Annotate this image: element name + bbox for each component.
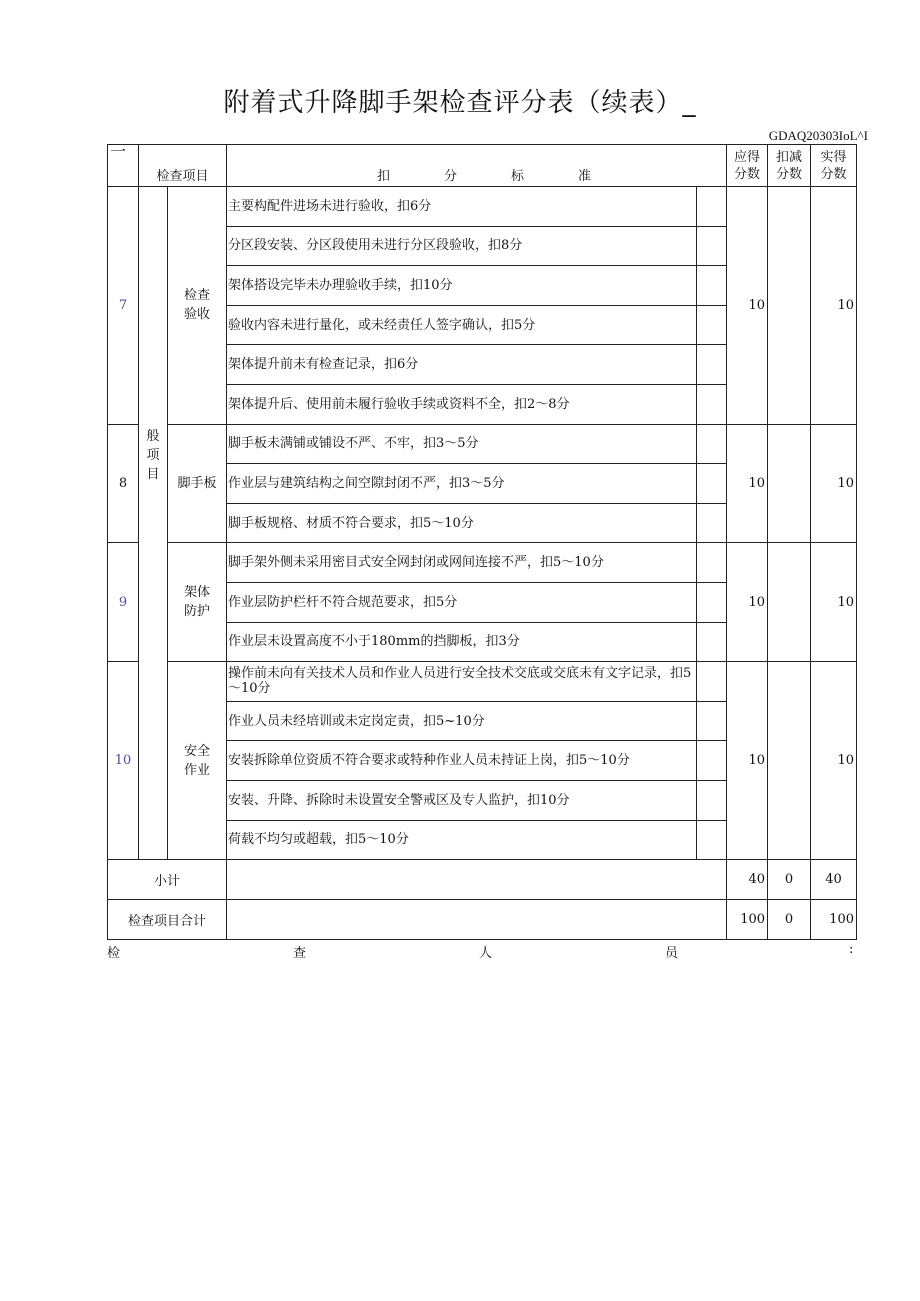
deduction-criterion: 脚手板未满铺或铺设不严、不牢，扣3～5分 (227, 424, 697, 464)
criteria-header: 扣 分 标 准 (227, 145, 727, 187)
blank-cell (697, 820, 727, 860)
deduction-criterion: 脚手板规格、材质不符合要求，扣5～10分 (227, 503, 697, 543)
should-score: 10 (727, 424, 768, 543)
deduction-criterion: 作业层未设置高度不小于180mm的挡脚板，扣3分 (227, 622, 697, 662)
deduction-criterion: 主要构配件进场未进行验收，扣6分 (227, 187, 697, 227)
item-name: 检查 验收 (168, 187, 227, 425)
blank-cell (697, 701, 727, 741)
blank-cell (697, 780, 727, 820)
should-score: 100 (727, 900, 768, 940)
blank-cell (697, 503, 727, 543)
total-row (108, 900, 857, 940)
blank-cell (227, 860, 727, 900)
deduction-criterion: 操作前未向有关技术人员和作业人员进行安全技术交底或交底未有文字记录，扣5～10分 (227, 662, 697, 702)
blank-cell (697, 266, 727, 306)
criteria-row (108, 543, 857, 583)
deduction-criterion: 架体提升前未有检查记录，扣6分 (227, 345, 697, 385)
subtotal-row-label: 小计 (108, 860, 227, 900)
blank-cell (227, 900, 727, 940)
item-name: 安全 作业 (168, 662, 227, 860)
blank-cell (697, 662, 727, 702)
score-table (107, 144, 857, 940)
item-number: 10 (108, 662, 139, 860)
seq-header: 一 (108, 145, 139, 187)
deduction-criterion: 脚手架外侧未采用密目式安全网封闭或网间连接不严，扣5～10分 (227, 543, 697, 583)
should-score: 10 (727, 543, 768, 662)
deduction-criterion: 安装、升降、拆除时未设置安全警戒区及专人监护，扣10分 (227, 780, 697, 820)
deduction-criterion: 作业人员未经培训或未定岗定责，扣5~10分 (227, 701, 697, 741)
blank-cell (697, 305, 727, 345)
actual-score: 10 (811, 187, 857, 425)
blank-cell (697, 226, 727, 266)
deduction-criterion: 架体提升后、使用前未履行验收手续或资料不全，扣2～8分 (227, 384, 697, 424)
actual-score: 40 (811, 860, 857, 900)
blank-cell (697, 464, 727, 504)
item-number: 7 (108, 187, 139, 425)
deduction-criterion: 作业层防护栏杆不符合规范要求，扣5分 (227, 582, 697, 622)
deduct-score (768, 187, 811, 425)
blank-cell (697, 741, 727, 781)
blank-cell (697, 424, 727, 464)
blank-cell (697, 543, 727, 583)
category-general: 般 项 目 (139, 187, 168, 860)
blank-cell (697, 187, 727, 227)
deduction-criterion: 分区段安装、分区段使用未进行分区段验收，扣8分 (227, 226, 697, 266)
actual-score-header: 实得 分数 (811, 145, 857, 187)
actual-score: 10 (811, 424, 857, 543)
item-number: 8 (108, 424, 139, 543)
deduction-criterion: 安装拆除单位资质不符合要求或特种作业人员未持证上岗，扣5～10分 (227, 741, 697, 781)
should-score: 40 (727, 860, 768, 900)
deduct-score-header: 扣减 分数 (768, 145, 811, 187)
deduction-criterion: 架体搭设完毕未办理验收手续，扣10分 (227, 266, 697, 306)
criteria-row (108, 424, 857, 464)
blank-cell (697, 384, 727, 424)
blank-cell (697, 345, 727, 385)
blank-cell (697, 582, 727, 622)
deduct-score (768, 424, 811, 543)
item-name: 脚手板 (168, 424, 227, 543)
deduct-score (768, 543, 811, 662)
criteria-row (108, 662, 857, 702)
document-code: GDAQ20303IoL^I (768, 128, 868, 143)
deduct-score: 0 (768, 860, 811, 900)
deduct-score (768, 662, 811, 860)
actual-score: 100 (811, 900, 857, 940)
deduction-criterion: 荷载不均匀或超载，扣5～10分 (227, 820, 697, 860)
deduct-score: 0 (768, 900, 811, 940)
criteria-row (108, 187, 857, 227)
item-header: 检查项目 (139, 145, 227, 187)
should-score: 10 (727, 662, 768, 860)
should-score-header: 应得 分数 (727, 145, 768, 187)
deduction-criterion: 验收内容未进行量化，或未经责任人签字确认，扣5分 (227, 305, 697, 345)
actual-score: 10 (811, 543, 857, 662)
header-row (108, 145, 857, 187)
should-score: 10 (727, 187, 768, 425)
subtotal-row (108, 860, 857, 900)
item-number: 9 (108, 543, 139, 662)
total-row-label: 检查项目合计 (108, 900, 227, 940)
page-title: 附着式升降脚手架检查评分表（续表）_ (223, 88, 697, 118)
blank-cell (697, 622, 727, 662)
deduction-criterion: 作业层与建筑结构之间空隙封闭不严，扣3～5分 (227, 464, 697, 504)
item-name: 架体 防护 (168, 543, 227, 662)
actual-score: 10 (811, 662, 857, 860)
